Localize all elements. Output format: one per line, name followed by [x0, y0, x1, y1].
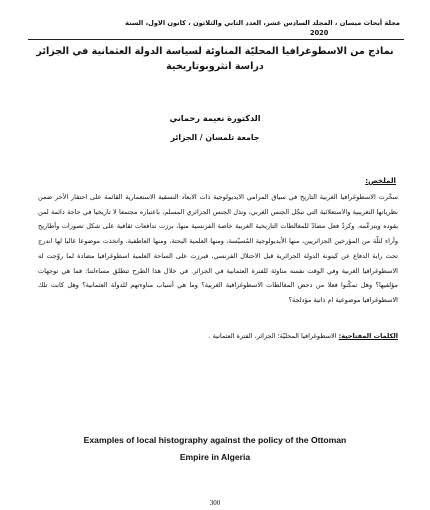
journal-header: [40, 18, 400, 38]
author-affiliation: جامعة تلمسان / الجزائر: [170, 133, 260, 142]
header-rule: [28, 39, 404, 40]
journal-header-text: مجلة أبحاث ميسان ، المجلد السادس عشر، العدد الثاني والثلاثون ، كانون الاول، السنة: [125, 19, 400, 27]
english-title: [40, 432, 390, 466]
keywords-label: الكلمات المفتاحية:: [338, 332, 398, 340]
english-title-line2: Empire in Algeria: [179, 452, 251, 462]
keywords: [38, 330, 398, 343]
keywords-text: الاسطوغرافيا المحليّة؛ الجزائر، الفترة العثمانية .: [208, 332, 339, 340]
journal-year: 2020: [310, 29, 329, 37]
abstract-body: سخّرت الاسطوغرافيا الغربية التاريخ في سياق المرامي الايديولوجية ذات الابعاد النسقية الاستعمارية القائمة على احتقار الآخر ضمن نظرياتها التغريبية والاستعلائية التي تبجّل الجنس الغربي، وتذل الجنس الجزائري المسلم، باعتباره مجتمعا لا تاريخيا في حاجة دائمة لمن يقوده ويتزعّمه. وكردّ فعل مضادّ للمغالطات التاريخية الغربية خاصة الفرنسية منها، برزت تدافعات ثقافية على شكل تصورات وأطاريح وآراء لثلّة من المؤرخين الجزائريين، منها الأيديولوجية المُسيّسة، ومنها العلمية البحتة، ومنها العاطفية، واتخذت موضوعا غالبا لها اندرج تحت راية الدفاع عن كينونة الدولة الجزائرية قبل الاحتلال الفرنسي، فبرزت على الساحة العلمية اسطوغرافيا مضادة لما روّجت له الاسطوغرافيا الغربية وفي الوقت نفسه مناوئة للفترة العثمانية في الجزائر. في خلال هذا الطرح تتطلق مساءلتنا: فما هي توجهات مؤلفيها؟ وهل تمكّنوا فعلا من دحض المغالطات الاسطوغرافية الغربية؟ وما هي أسباب مناوءتهم للدولة العثمانية؟ وهل كانت تلك الاسطوغرافيا موضوعية ام ذاتية مؤدلجة؟: [38, 193, 398, 304]
abstract-heading: الملخص:: [365, 176, 396, 185]
paper-title: [24, 44, 406, 74]
paper-title-line2: دراسة انثروبوتاريخية: [166, 61, 264, 72]
page-number: 300: [209, 499, 221, 507]
english-title-line1: Examples of local histography against the policy of the Ottoman: [83, 435, 347, 445]
author-name: الدكتورة نعيمة رحماني: [169, 113, 261, 123]
paper-title-line1: نماذج من الاسطوغرافيا المحليّة المناوئة لسياسة الدولة العثمانية في الجزائر: [36, 46, 394, 57]
